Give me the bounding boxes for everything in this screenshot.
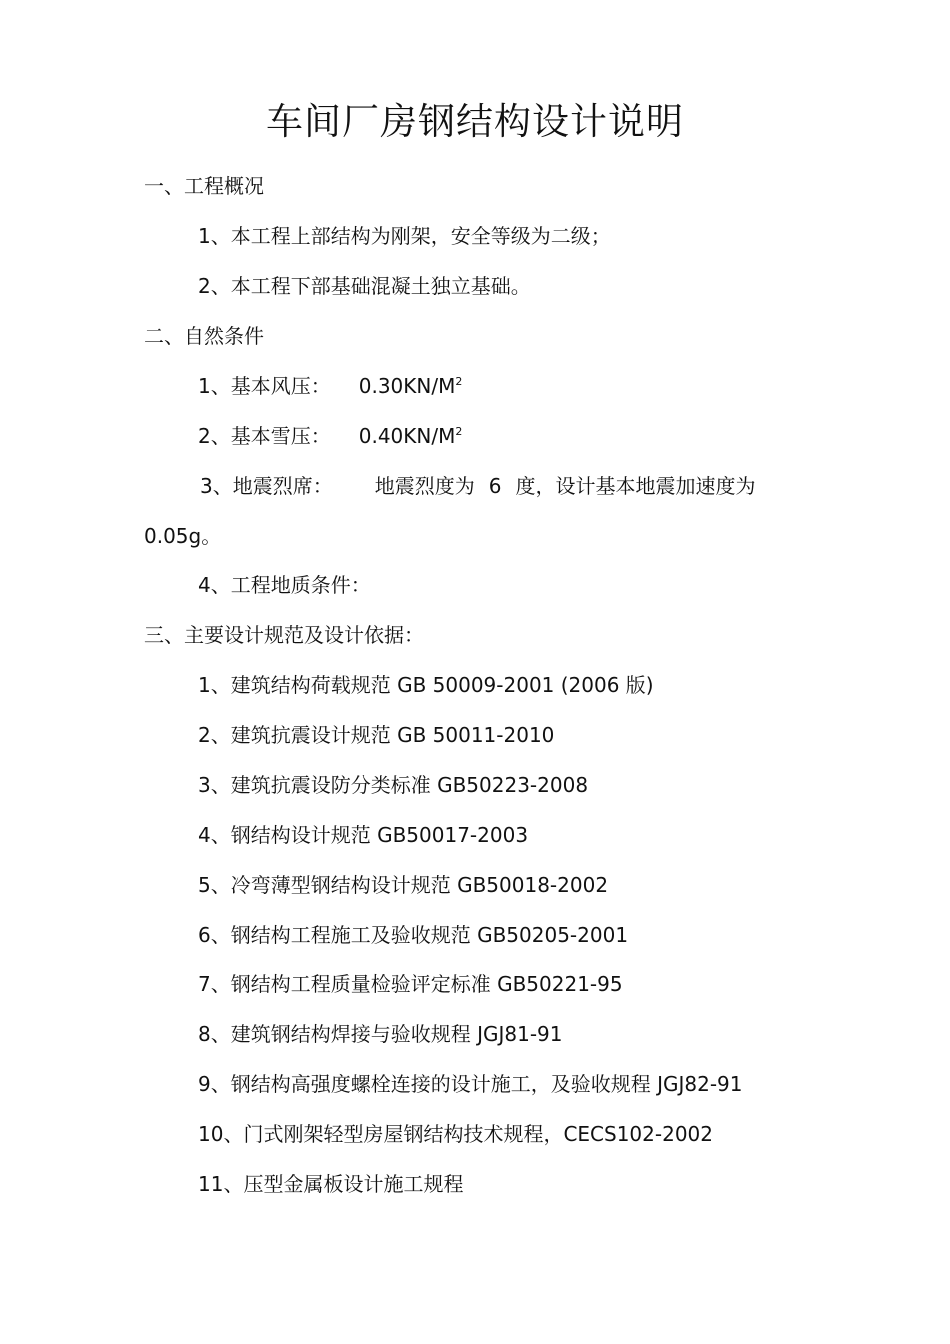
- section-heading-design-codes: 三、主要设计规范及设计依据：: [144, 623, 424, 647]
- seismic-label: 3、地震烈席：: [200, 474, 333, 498]
- list-item: 6、钢结构工程施工及验收规范 GB50205-2001: [198, 923, 629, 947]
- list-item: 1、建筑结构荷载规范 GB 50009-2001 (2006 版): [198, 673, 654, 697]
- list-item: 11、压型金属板设计施工规程: [198, 1172, 464, 1196]
- list-item: 8、建筑钢结构焊接与验收规程 JGJ81-91: [198, 1022, 563, 1046]
- snow-pressure-exponent: 2: [455, 425, 463, 438]
- list-item: 2、本工程下部基础混凝土独立基础。: [198, 274, 531, 298]
- seismic-line: [200, 471, 755, 501]
- seismic-text: 地震烈度为: [374, 474, 475, 498]
- list-item: 7、钢结构工程质量检验评定标准 GB50221-95: [198, 972, 623, 996]
- snow-pressure-value: 0.40KN/M: [358, 424, 456, 448]
- section-heading-overview: 一、工程概况: [144, 174, 264, 198]
- list-item: 9、钢结构高强度螺栓连接的设计施工，及验收规程 JGJ82-91: [198, 1072, 743, 1096]
- seismic-degree: 6: [488, 474, 502, 498]
- snow-pressure-line: [198, 421, 462, 451]
- snow-pressure-label: 2、基本雪压：: [198, 424, 331, 448]
- wind-pressure-label: 1、基本风压：: [198, 374, 331, 398]
- document-title: 车间厂房钢结构设计说明: [266, 100, 684, 143]
- seismic-continuation: 0.05g。: [144, 524, 222, 548]
- list-item: 1、本工程上部结构为刚架，安全等级为二级；: [198, 224, 611, 248]
- wind-pressure-line: [198, 371, 462, 401]
- section-heading-natural-conditions: 二、自然条件: [144, 324, 264, 348]
- list-item: 10、门式刚架轻型房屋钢结构技术规程，CECS102-2002: [198, 1122, 713, 1146]
- seismic-text-after: 度，设计基本地震加速度为: [515, 474, 756, 498]
- geology-line: 4、工程地质条件：: [198, 573, 371, 597]
- list-item: 2、建筑抗震设计规范 GB 50011-2010: [198, 723, 555, 747]
- wind-pressure-value: 0.30KN/M: [358, 374, 456, 398]
- list-item: 4、钢结构设计规范 GB50017-2003: [198, 823, 529, 847]
- wind-pressure-exponent: 2: [455, 375, 463, 388]
- list-item: 3、建筑抗震设防分类标准 GB50223-2008: [198, 773, 589, 797]
- list-item: 5、冷弯薄型钢结构设计规范 GB50018-2002: [198, 873, 609, 897]
